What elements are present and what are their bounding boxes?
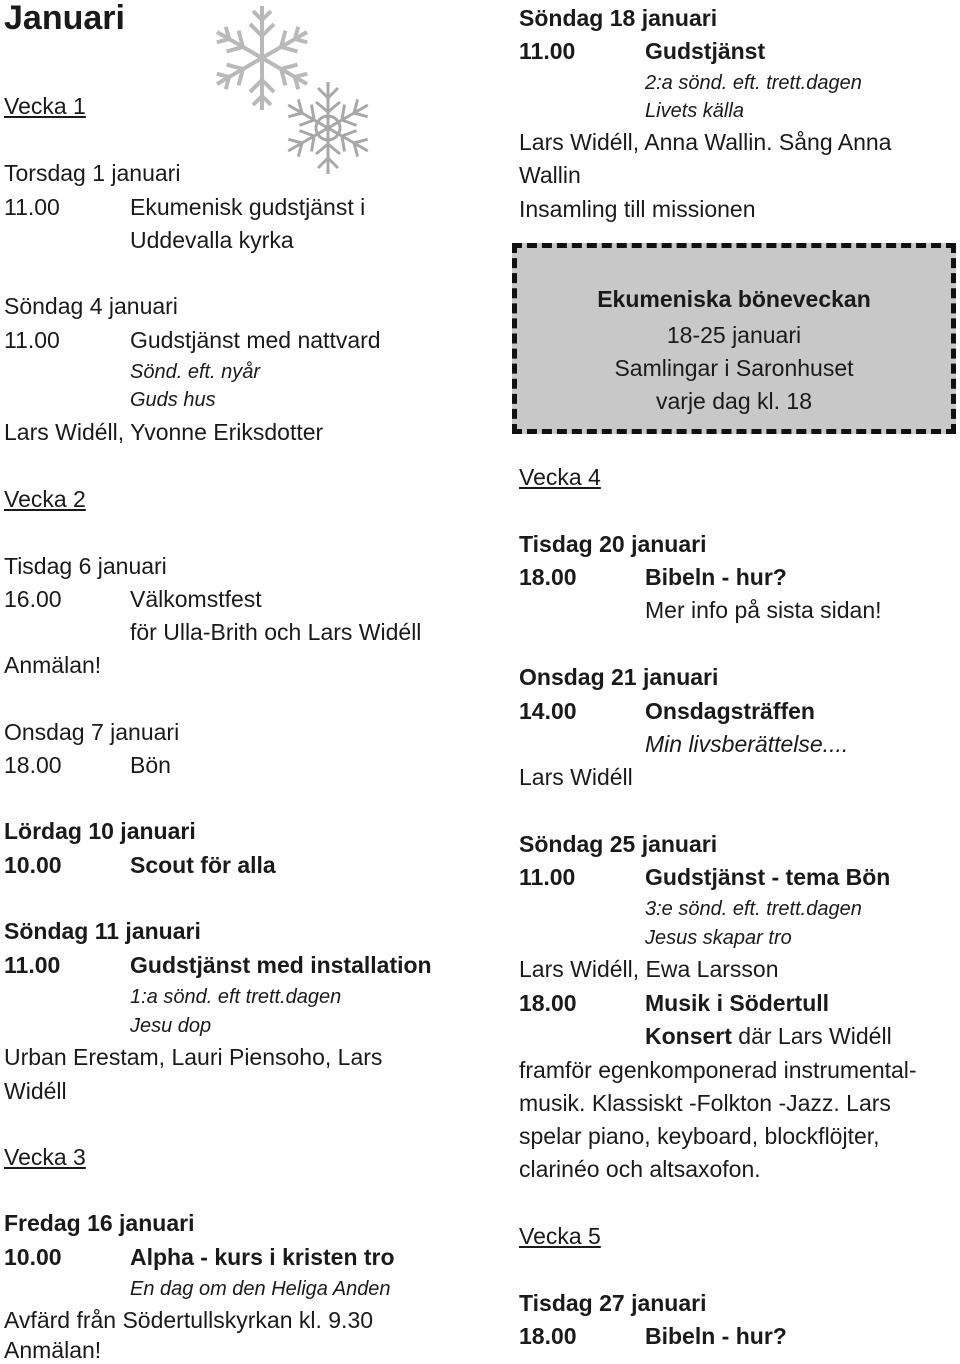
event-title: Ekumenisk gudstjänst i bbox=[130, 194, 366, 220]
event-title bbox=[645, 1022, 892, 1050]
event-people: Wallin bbox=[519, 162, 581, 188]
event-day: Tisdag 6 januari bbox=[4, 553, 167, 579]
event-day: Söndag 25 januari bbox=[519, 831, 718, 857]
box-title: Ekumeniska böneveckan bbox=[597, 286, 871, 312]
event-title: Bibeln - hur? bbox=[645, 564, 787, 590]
event-note: Anmälan! bbox=[4, 1337, 102, 1363]
event-time: 11.00 bbox=[4, 327, 60, 353]
page-title: Januari bbox=[4, 0, 125, 37]
event-subtitle: Jesus skapar tro bbox=[645, 927, 792, 949]
event-description: clarinéo och altsaxofon. bbox=[519, 1156, 761, 1182]
event-people: Lars Widéll, Yvonne Eriksdotter bbox=[4, 419, 324, 445]
prayer-week-box bbox=[512, 243, 956, 434]
event-day: Onsdag 7 januari bbox=[4, 719, 180, 745]
box-place: Samlingar i Saronhuset bbox=[614, 355, 854, 381]
event-time: 18.00 bbox=[519, 564, 577, 590]
event-note: Avfärd från Södertullskyrkan kl. 9.30 bbox=[4, 1307, 374, 1333]
snowflake-icon bbox=[282, 82, 374, 174]
event-title: Scout för alla bbox=[130, 852, 276, 878]
event-time: 11.00 bbox=[519, 864, 576, 890]
event-time: 18.00 bbox=[4, 752, 62, 778]
event-day: Lördag 10 januari bbox=[4, 818, 196, 844]
event-people: Lars Widéll, Anna Wallin. Sång Anna bbox=[519, 129, 892, 155]
event-description: spelar piano, keyboard, blockflöjter, bbox=[519, 1123, 880, 1149]
event-title-rest: där Lars Widéll bbox=[731, 1023, 892, 1049]
event-time: 10.00 bbox=[4, 1244, 62, 1270]
event-day: Söndag 4 januari bbox=[4, 293, 178, 319]
event-title: Gudstjänst med installation bbox=[130, 952, 432, 978]
event-subtitle: Guds hus bbox=[130, 389, 216, 411]
event-time: 11.00 bbox=[4, 194, 60, 220]
event-day: Onsdag 21 januari bbox=[519, 664, 719, 690]
week-heading: Vecka 1 bbox=[4, 93, 86, 119]
event-title: Bön bbox=[130, 752, 171, 778]
event-day: Tisdag 27 januari bbox=[519, 1290, 707, 1316]
week-heading: Vecka 5 bbox=[519, 1223, 601, 1249]
event-subtitle: 1:a sönd. eft trett.dagen bbox=[130, 986, 342, 1008]
event-day: Söndag 11 januari bbox=[4, 918, 201, 944]
week-heading: Vecka 4 bbox=[519, 464, 601, 490]
event-title: Bibeln - hur? bbox=[645, 1323, 787, 1349]
event-description: musik. Klassiskt -Folkton -Jazz. Lars bbox=[519, 1090, 891, 1116]
event-people: Lars Widéll, Ewa Larsson bbox=[519, 956, 779, 982]
event-time: 16.00 bbox=[4, 586, 62, 612]
event-note: Anmälan! bbox=[4, 652, 102, 678]
event-time: 11.00 bbox=[4, 952, 61, 978]
event-subtitle: Livets källa bbox=[645, 100, 744, 122]
event-time: 18.00 bbox=[519, 1323, 577, 1349]
week-heading: Vecka 2 bbox=[4, 486, 86, 512]
event-title: Välkomstfest bbox=[130, 586, 262, 612]
event-time: 11.00 bbox=[519, 38, 576, 64]
event-note: Insamling till missionen bbox=[519, 196, 756, 222]
box-time: varje dag kl. 18 bbox=[656, 388, 812, 414]
week-heading: Vecka 3 bbox=[4, 1144, 86, 1170]
event-time: 18.00 bbox=[519, 990, 577, 1016]
event-title: Alpha - kurs i kristen tro bbox=[130, 1244, 395, 1270]
event-subtitle: Jesu dop bbox=[130, 1015, 212, 1037]
event-description: framför egenkomponerad instrumental- bbox=[519, 1057, 917, 1083]
event-subtitle: Min livsberättelse.... bbox=[645, 731, 849, 757]
event-day: Torsdag 1 januari bbox=[4, 160, 181, 186]
event-title: Gudstjänst bbox=[645, 38, 766, 64]
event-title: Gudstjänst med nattvard bbox=[130, 327, 381, 353]
event-time: 14.00 bbox=[519, 698, 577, 724]
event-title: Onsdagsträffen bbox=[645, 698, 815, 724]
event-subtitle: 2:a sönd. eft. trett.dagen bbox=[645, 72, 862, 94]
snowflake-decoration bbox=[200, 0, 440, 200]
event-title-bold: Konsert bbox=[645, 1023, 732, 1049]
event-people: Urban Erestam, Lauri Piensoho, Lars bbox=[4, 1044, 383, 1070]
event-title: Gudstjänst - tema Bön bbox=[645, 864, 891, 890]
event-title: för Ulla-Brith och Lars Widéll bbox=[130, 619, 422, 645]
event-title: Uddevalla kyrka bbox=[130, 227, 294, 253]
event-people: Lars Widéll bbox=[519, 764, 633, 790]
event-day: Fredag 16 januari bbox=[4, 1210, 195, 1236]
box-dates: 18-25 januari bbox=[666, 322, 802, 348]
snowflake-icon bbox=[211, 6, 313, 110]
event-time: 10.00 bbox=[4, 852, 62, 878]
event-subtitle: En dag om den Heliga Anden bbox=[130, 1278, 391, 1300]
event-day: Söndag 18 januari bbox=[519, 5, 718, 31]
event-subtitle: 3:e sönd. eft. trett.dagen bbox=[645, 898, 862, 920]
event-title: Musik i Södertull bbox=[645, 990, 830, 1016]
event-people: Widéll bbox=[4, 1078, 67, 1104]
event-day: Tisdag 20 januari bbox=[519, 531, 707, 557]
event-subtitle: Sönd. eft. nyår bbox=[130, 361, 261, 383]
event-subtitle: Mer info på sista sidan! bbox=[645, 597, 882, 623]
